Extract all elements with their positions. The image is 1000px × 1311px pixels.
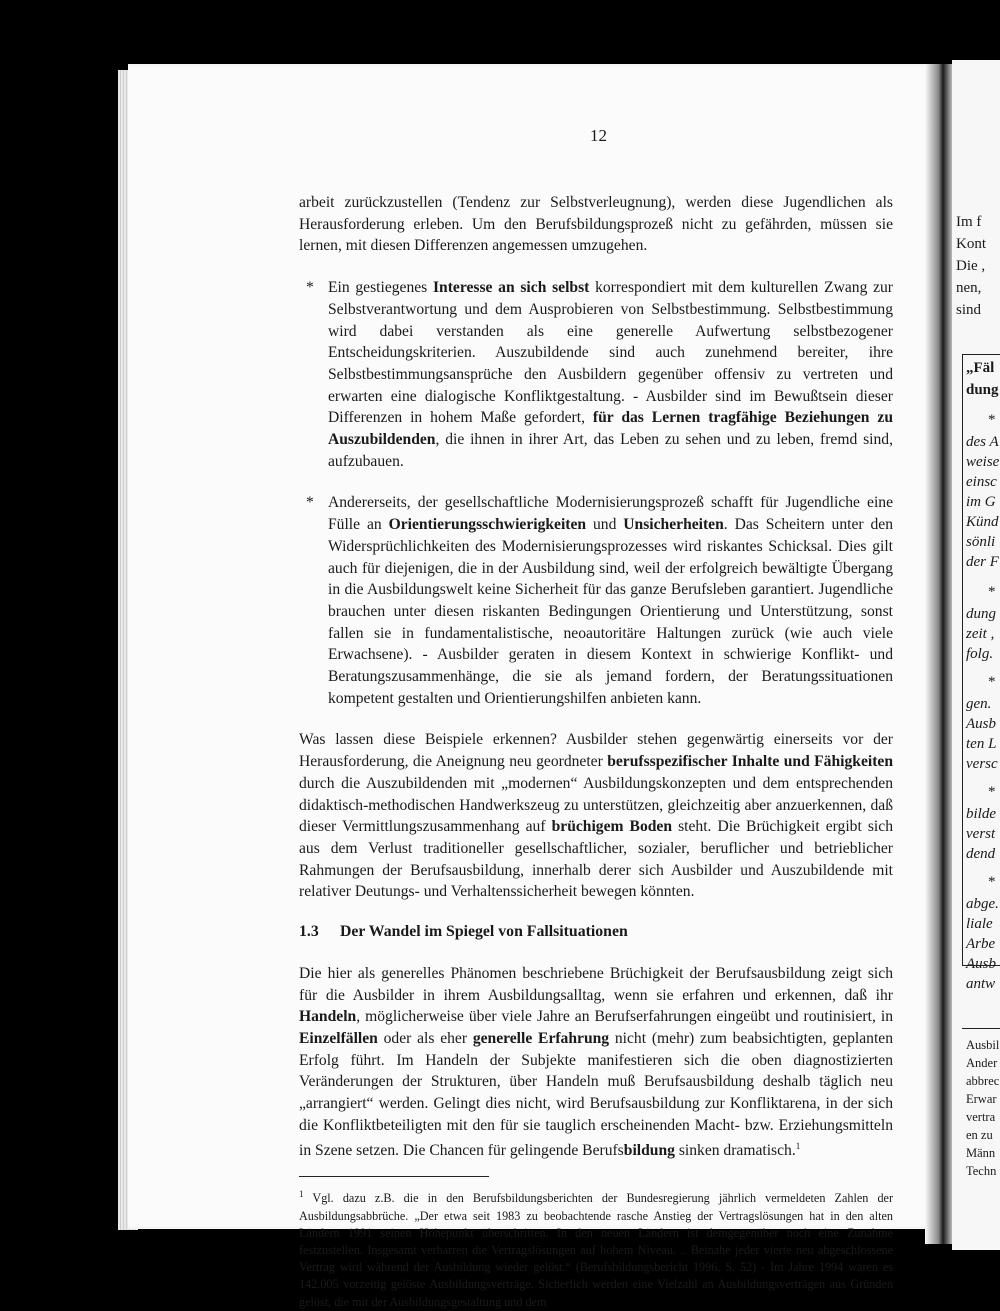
box-line: antw bbox=[966, 976, 996, 992]
box-line: weise bbox=[966, 454, 1000, 470]
right-line: sind bbox=[956, 302, 982, 318]
box-line: dung bbox=[966, 606, 996, 622]
bullet-star: * bbox=[306, 494, 314, 512]
box-line: zeit , bbox=[966, 626, 995, 642]
right-line: Im f bbox=[956, 214, 982, 230]
box-line: im G bbox=[966, 494, 996, 510]
paragraph-top: arbeit zurückzustellen (Tendenz zur Selbstverleugnung), werden diese Jugendlichen als Herausforderung erleben. Um den Berufsbildungsprozeß nicht zu gefährden, müssen sie lernen, mit diesen Differenzen angemessen umzugehen. bbox=[299, 194, 893, 255]
right-page-fragment bbox=[952, 60, 1000, 1250]
box-line: Künd bbox=[966, 514, 999, 530]
right-footnote-line: Erwar bbox=[966, 1092, 997, 1106]
box-line: ten L bbox=[966, 736, 997, 752]
box-line: folg. bbox=[966, 646, 994, 662]
section-heading bbox=[299, 921, 893, 943]
box-line: „Fäl bbox=[966, 360, 995, 376]
paragraph-fallsituationen: Die hier als generelles Phänomen beschriebene Brüchigkeit der Berufsausbildung zeigt sich für die Ausbilder in ihrem Ausbildungsalltag, wenn sie erfahren und erkennen, daß ihr Handeln, möglicherweise über viele Jahre an Berufserfahrungen eingeübt und routinisiert, in Einzelfällen oder als eher generelle Erfahrung nicht (mehr) zum beabsichtigten, geplanten Erfolg führt. Im Handeln der Subjekte manifestieren sich die oben diagnostizierten Veränderungen der Strukturen, über Handeln muß Berufsausbildung deshalb täglich neu „arrangiert“ werden. Gelingt dies nicht, wird Berufsausbildung zur Konfliktarena, in der sich die Konfliktbeteiligten mit den für sie tauglich erscheinenden Macht- bzw. Erziehungsmitteln in Szene setzen. Die Chancen für gelingende Berufsbildung sinken dramatisch.$^1$ bbox=[299, 964, 893, 1160]
box-line: dend bbox=[966, 846, 996, 862]
page-number: 12 bbox=[590, 126, 607, 145]
box-line: bilde bbox=[966, 806, 996, 822]
right-footnote-line: en zu bbox=[966, 1128, 993, 1142]
box-line: * bbox=[988, 874, 996, 890]
box-line: abge. bbox=[966, 896, 999, 912]
right-footnote-line: Männ bbox=[966, 1146, 996, 1160]
section-title: Der Wandel im Spiegel von Fallsituationen bbox=[340, 923, 628, 941]
box-line: * bbox=[988, 784, 996, 800]
box-line: dung bbox=[966, 382, 999, 398]
paragraph-examples: Was lassen diese Beispiele erkennen? Ausbilder stehen gegenwärtig einerseits vor der Herausforderung, die Aneignung neu geordneter berufsspezifischer Inhalte und Fähigkeiten durch die Auszubildenden mit „modernen“ Ausbildungskonzepten und dem entsprechenden didaktisch-methodischen Handwerkszeug zu unterstützen, gleichzeitig aber anzuerkennen, daß dieser Vermittlungszusammenhang auf brüchigem Boden steht. Die Brüchigkeit ergibt sich aus dem Verlust traditioneller gesellschaftlicher, sozialer, beruflicher und betrieblicher Rahmungen der Berufsausbildung, innerhalb derer sich Ausbilder und Auszubildende mit relativer Deutungs- und Verhaltenssicherheit bewegen könnten. bbox=[299, 731, 893, 901]
box-line: liale bbox=[966, 916, 993, 932]
bullet-interest: * Ein gestiegenes Interesse an sich selbst korrespondiert mit dem kulturellen Zwang zur Selbstverantwortung und dem Ausprobieren von Selbstbestimmung. Selbstbestimmung wird dabei verstanden als eine generelle Aufwertung selbstbezogener Entscheidungskriterien. Auszubildende sind auch zunehmend bereiter, ihre Selbstbestimmungsansprüche den Ausbildern gegenüber offensiv zu vertreten und erwarten eine dialogische Konfliktgestaltung. - Ausbilder sind im Bewußtsein dieser Differenzen in hohem Maße gefordert, für das Lernen tragfähige Beziehungen zu Auszubildenden, die ihnen in ihrer Art, das Leben zu sehen und zu leben, fremd sind, aufzubauen. bbox=[306, 279, 894, 470]
footnote-number: 1 bbox=[299, 1189, 304, 1200]
box-line: sönli bbox=[966, 534, 996, 550]
right-footnote-line: Ausbil bbox=[966, 1038, 1000, 1052]
section-number: 1.3 bbox=[299, 923, 319, 941]
box-line: Arbe bbox=[966, 936, 996, 952]
right-footnote-line: abbrec bbox=[966, 1074, 1000, 1088]
footnote bbox=[299, 1186, 893, 1310]
box-line: * bbox=[988, 584, 996, 600]
box-line: einsc bbox=[966, 474, 997, 490]
footnote-reference: 1 bbox=[795, 1141, 801, 1152]
box-line: * bbox=[988, 674, 996, 690]
bullet-star: * bbox=[306, 279, 314, 297]
box-line: * bbox=[988, 412, 996, 428]
right-line: Die , bbox=[956, 258, 986, 274]
right-line: Kont bbox=[956, 236, 986, 252]
right-footnote-line: Techn bbox=[966, 1164, 997, 1178]
box-line: Ausb bbox=[966, 716, 996, 732]
right-line: nen, bbox=[956, 280, 982, 296]
box-line: Ausb bbox=[966, 956, 996, 972]
box-line: der F bbox=[966, 554, 999, 570]
box-line: versc bbox=[966, 756, 998, 772]
book-gutter bbox=[925, 64, 955, 1244]
box-line: des A bbox=[966, 434, 999, 450]
right-footnote-line: vertra bbox=[966, 1110, 996, 1124]
right-footnote-line: Ander bbox=[966, 1056, 998, 1070]
right-footnote-rule bbox=[962, 1028, 1000, 1029]
footnote-rule bbox=[299, 1176, 489, 1177]
bullet-orientation: * Andererseits, der gesellschaftliche Modernisierungsprozeß schafft für Jugendliche eine Fülle an Orientierungsschwierigkeiten und Unsicherheiten. Das Scheitern unter den Widersprüchlichkeiten des Modernisierungsprozesses wird riskantes Schicksal. Dies gilt auch für diejenigen, die in der Ausbildung sind, weil der erfolgreich bewältigte Übergang in die Ausbildungswelt keine Sicherheit für das ganze Berufsleben garantiert. Jugendliche brauchen unter diesen riskanten Bedingungen Orientierung und Unterstützung, sonst fallen sie in fundamentalistische, neoautoritäre Haltungen zurück (wie auch viele Erwachsene). - Ausbilder geraten in diesem Kontext in schwierige Konflikt- und Beratungszusammenhänge, die sie als jemand fordern, der Beratungssituationen kompetent gestalten und Orientierungshilfen anbieten kann. bbox=[306, 494, 893, 707]
footnote-text: Vgl. dazu z.B. die in den Berufsbildungsberichten der Bundesregierung jährlich vermeldeten Zahlen der Ausbildungsabbrüche. „Der etwa seit 1983 zu beobachtende rasche Anstieg der Vertragslösungen hat in den alten Ländern 1991 seinen Höhepunkt überschritten. In den neuen Ländern ist demgegenüber noch eine Zunahme festzustellen. Insgesamt verharren die Vertragslösungen auf hohem Niveau. .. Beinahe jeder vierte neu abgeschlossene Vertrag wird während der Ausbildung wieder gelöst.“ (Berufsbildungsbericht 1996, S. 52) - Im Jahre 1994 waren es 142.005 vorzeitig gelöste Ausbildungsverträge. Sicherlich werden eine Vielzahl an Ausbildungsverträgen aus Gründen gelöst, die mit der Ausbildungsgestaltung und dem bbox=[299, 1191, 894, 1309]
box-line: verst bbox=[966, 826, 996, 842]
page-body bbox=[299, 192, 893, 1311]
box-line: gen. bbox=[966, 696, 992, 712]
